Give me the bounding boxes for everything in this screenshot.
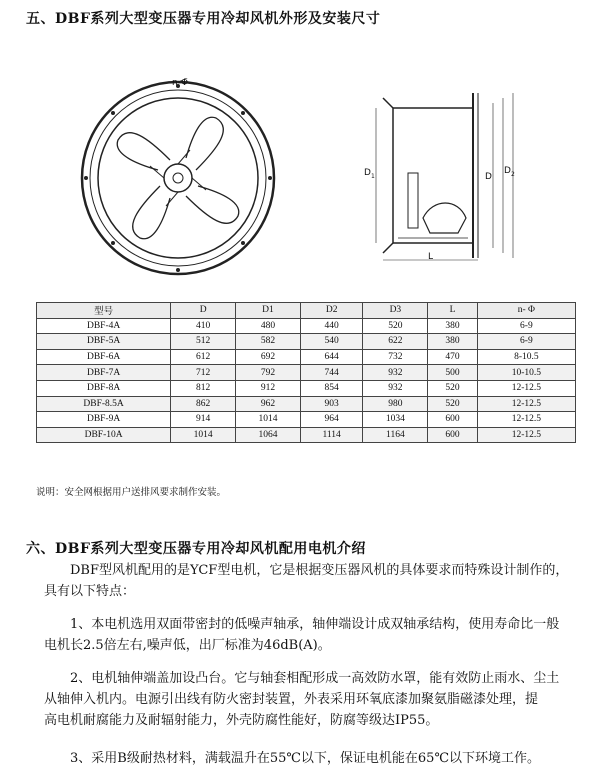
table-cell: 520: [428, 396, 477, 412]
table-cell: DBF-6A: [37, 349, 171, 365]
table-cell: 600: [428, 412, 477, 428]
feature-2-line-2: 从轴伸入机内。电源引出线有防火密封装置，外表采用环氧底漆加聚氨脂磁漆处理，提: [44, 692, 539, 707]
table-header-cell: D3: [363, 303, 428, 319]
table-cell: 1014: [236, 412, 301, 428]
table-cell: 512: [171, 334, 236, 350]
table-cell: 440: [300, 318, 363, 334]
table-cell: DBF-8A: [37, 380, 171, 396]
paragraph-intro: [44, 560, 580, 602]
table-cell: 582: [236, 334, 301, 350]
table-cell: 12-12.5: [477, 396, 575, 412]
table-cell: 962: [236, 396, 301, 412]
table-cell: 980: [363, 396, 428, 412]
table-row: [37, 365, 576, 381]
table-cell: 792: [236, 365, 301, 381]
table-row: [37, 427, 576, 443]
table-cell: DBF-7A: [37, 365, 171, 381]
table-cell: 732: [363, 349, 428, 365]
table-header-cell: D1: [236, 303, 301, 319]
feature-3-line-1: 3、采用B级耐热材料，满载温升在55℃以下，保证电机能在65℃以下环境工作。: [70, 751, 540, 766]
table-cell: 12-12.5: [477, 412, 575, 428]
feature-1-line-1: 1、本电机选用双面带密封的低噪声轴承，轴伸端设计成双轴承结构，使用寿命比一般: [70, 617, 560, 632]
table-cell: 622: [363, 334, 428, 350]
table-cell: 470: [428, 349, 477, 365]
d2-subscript: 2: [510, 170, 515, 178]
table-header-cell: D: [171, 303, 236, 319]
table-body: [37, 318, 576, 443]
table-cell: 712: [171, 365, 236, 381]
table-header-cell: D2: [300, 303, 363, 319]
table-cell: 6-9: [477, 318, 575, 334]
table-cell: 1164: [363, 427, 428, 443]
table-cell: 410: [171, 318, 236, 334]
table-row: [37, 334, 576, 350]
table-row: [37, 349, 576, 365]
paragraph-feature-3: [44, 748, 580, 769]
feature-2-line-1: 2、电机轴伸端盖加设凸台。它与轴套相配形成一高效防水罩，能有效防止雨水、尘土: [70, 671, 560, 686]
fan-front-view-diagram: [78, 78, 278, 278]
table-header-cell: 型号: [37, 303, 171, 319]
table-cell: DBF-5A: [37, 334, 171, 350]
feature-1-line-2: 电机长2.5倍左右,噪声低，出厂标准为46dB(A)。: [44, 638, 331, 653]
paragraph-feature-1: [44, 614, 580, 656]
table-cell: 862: [171, 396, 236, 412]
n-phi-label: n-Φ: [172, 78, 189, 88]
d1-letter: D: [364, 168, 371, 178]
d1-subscript: 1: [370, 172, 375, 180]
intro-line-2: 具有以下特点：: [44, 584, 136, 599]
table-header-cell: n- Φ: [477, 303, 575, 319]
table-cell: 612: [171, 349, 236, 365]
table-cell: 1014: [171, 427, 236, 443]
table-row: [37, 396, 576, 412]
dimension-d-label: D: [485, 172, 492, 182]
table-cell: 12-12.5: [477, 427, 575, 443]
dimension-d1-label: [364, 168, 375, 180]
table-row: [37, 412, 576, 428]
table-cell: 964: [300, 412, 363, 428]
table-cell: 520: [428, 380, 477, 396]
table-cell: DBF-4A: [37, 318, 171, 334]
dimension-d2-label: [504, 166, 515, 178]
table-header-cell: L: [428, 303, 477, 319]
table-cell: DBF-10A: [37, 427, 171, 443]
table-cell: 1114: [300, 427, 363, 443]
table-cell: 8-10.5: [477, 349, 575, 365]
table-cell: DBF-8.5A: [37, 396, 171, 412]
d2-letter: D: [504, 166, 511, 176]
table-cell: 540: [300, 334, 363, 350]
table-cell: 6-9: [477, 334, 575, 350]
table-cell: 380: [428, 334, 477, 350]
table-cell: 854: [300, 380, 363, 396]
table-cell: 380: [428, 318, 477, 334]
table-cell: 932: [363, 380, 428, 396]
section-6-title: 六、DBF系列大型变压器专用冷却风机配用电机介绍: [26, 541, 366, 557]
feature-2-line-3: 高电机耐腐能力及耐辐射能力，外壳防腐性能好，防腐等级达IP55。: [44, 713, 439, 728]
table-cell: 10-10.5: [477, 365, 575, 381]
dimension-table: [36, 302, 576, 443]
dimension-l-label: L: [428, 252, 434, 262]
section-5-title: 五、DBF系列大型变压器专用冷却风机外形及安装尺寸: [26, 11, 381, 27]
table-cell: 914: [171, 412, 236, 428]
table-cell: 812: [171, 380, 236, 396]
table-cell: DBF-9A: [37, 412, 171, 428]
table-cell: 600: [428, 427, 477, 443]
table-cell: 1064: [236, 427, 301, 443]
table-header-row: [37, 303, 576, 319]
table-note: 说明：安全网根据用户送排风要求制作安装。: [36, 487, 227, 498]
table-cell: 520: [363, 318, 428, 334]
table-cell: 1034: [363, 412, 428, 428]
table-cell: 692: [236, 349, 301, 365]
table-cell: 480: [236, 318, 301, 334]
table-cell: 903: [300, 396, 363, 412]
table-row: [37, 380, 576, 396]
table-cell: 500: [428, 365, 477, 381]
table-cell: 644: [300, 349, 363, 365]
table-cell: 744: [300, 365, 363, 381]
intro-line-1: DBF型风机配用的是YCF型电机，它是根据变压器风机的具体要求而特殊设计制作的，: [70, 563, 569, 578]
table-cell: 912: [236, 380, 301, 396]
paragraph-feature-2: [44, 668, 580, 731]
table-cell: 932: [363, 365, 428, 381]
table-cell: 12-12.5: [477, 380, 575, 396]
table-row: [37, 318, 576, 334]
